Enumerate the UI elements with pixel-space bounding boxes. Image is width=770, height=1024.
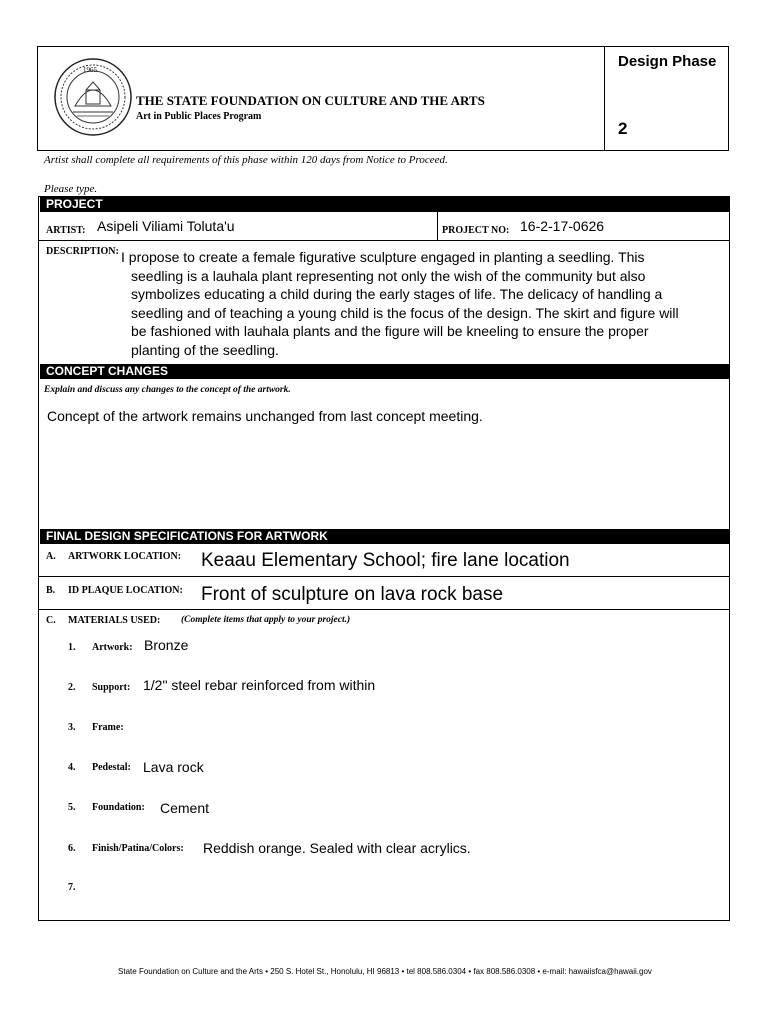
materials-letter: C. [46, 615, 56, 626]
description-label: DESCRIPTION: [46, 246, 119, 257]
location-divider [39, 576, 729, 577]
concept-section-header: CONCEPT CHANGES [40, 364, 729, 379]
plaque-letter: B. [46, 585, 56, 596]
material-field-pedestal[interactable]: Lava rock [143, 759, 204, 775]
location-label: ARTWORK LOCATION: [68, 551, 182, 562]
location-letter: A. [46, 551, 56, 562]
material-field-artwork[interactable]: Bronze [144, 637, 189, 653]
material-label-finish: Finish/Patina/Colors: [92, 843, 184, 854]
material-num: 6. [68, 843, 76, 854]
project-no-label: PROJECT NO: [442, 225, 510, 236]
materials-label: MATERIALS USED: [68, 615, 161, 626]
location-field[interactable]: Keaau Elementary School; fire lane location [201, 550, 570, 571]
description-line: seedling is a lauhala plant representing not only the wish of the community but also [131, 267, 646, 284]
description-field[interactable] [121, 248, 727, 359]
material-num: 2. [68, 682, 76, 693]
material-field-support[interactable]: 1/2" steel rebar reinforced from within [143, 677, 376, 693]
seal-year: 1965 [83, 66, 97, 74]
final-section-header: FINAL DESIGN SPECIFICATIONS FOR ARTWORK [40, 529, 729, 544]
material-label-foundation: Foundation: [92, 802, 145, 813]
plaque-label: ID PLAQUE LOCATION: [68, 585, 183, 596]
concept-prompt: Explain and discuss any changes to the concept of the artwork. [44, 385, 291, 395]
artist-label: ARTIST: [46, 225, 86, 236]
concept-field[interactable]: Concept of the artwork remains unchanged from last concept meeting. [47, 408, 483, 424]
artist-row-divider [39, 240, 729, 241]
project-no-divider [437, 212, 438, 241]
org-title: THE STATE FOUNDATION ON CULTURE AND THE ARTS [136, 93, 485, 108]
material-num: 7. [68, 882, 76, 893]
material-label-frame: Frame: [92, 722, 124, 733]
material-num: 4. [68, 762, 76, 773]
description-line: I propose to create a female figurative sculpture engaged in planting a seedling. This [121, 249, 645, 265]
program-name: Art in Public Places Program [136, 111, 262, 122]
please-type-note: Please type. [44, 183, 98, 195]
materials-note: (Complete items that apply to your project.) [181, 615, 351, 625]
description-line: be fashioned with lauhala plants and the figure will be kneeling to ensure the proper [131, 323, 649, 339]
material-num: 1. [68, 642, 76, 653]
project-no-field[interactable]: 16-2-17-0626 [520, 218, 605, 234]
footer-contact: State Foundation on Culture and the Arts • 250 S. Hotel St., Honolulu, HI 96813 • tel 808.586.0304 • fax 808.586.0308 • e-mail: hawaiisfca@hawaii.gov [118, 967, 652, 976]
material-label-pedestal: Pedestal: [92, 762, 131, 773]
plaque-field[interactable]: Front of sculpture on lava rock base [201, 584, 504, 605]
phase-label: Design Phase [618, 53, 717, 70]
material-field-finish[interactable]: Reddish orange. Sealed with clear acrylics. [203, 840, 471, 856]
state-seal-icon [53, 54, 133, 140]
artist-field[interactable]: Asipeli Viliami Toluta'u [97, 218, 235, 234]
material-num: 3. [68, 722, 76, 733]
description-line: seedling and of teaching a young child is the focus of the design. The skirt and figure will [131, 304, 679, 321]
material-label-artwork: Artwork: [92, 642, 133, 653]
phase-number: 2 [618, 119, 628, 138]
material-label-support: Support: [92, 682, 131, 693]
plaque-divider [39, 609, 729, 610]
description-line: symbolizes educating a child during the early stages of life. The delicacy of handling a [131, 286, 663, 302]
project-section-header: PROJECT [40, 197, 729, 212]
deadline-instruction: Artist shall complete all requirements of this phase within 120 days from Notice to Proceed. [44, 154, 448, 166]
material-field-foundation[interactable]: Cement [160, 800, 210, 816]
material-num: 5. [68, 802, 76, 813]
description-line: planting of the seedling. [131, 341, 279, 358]
